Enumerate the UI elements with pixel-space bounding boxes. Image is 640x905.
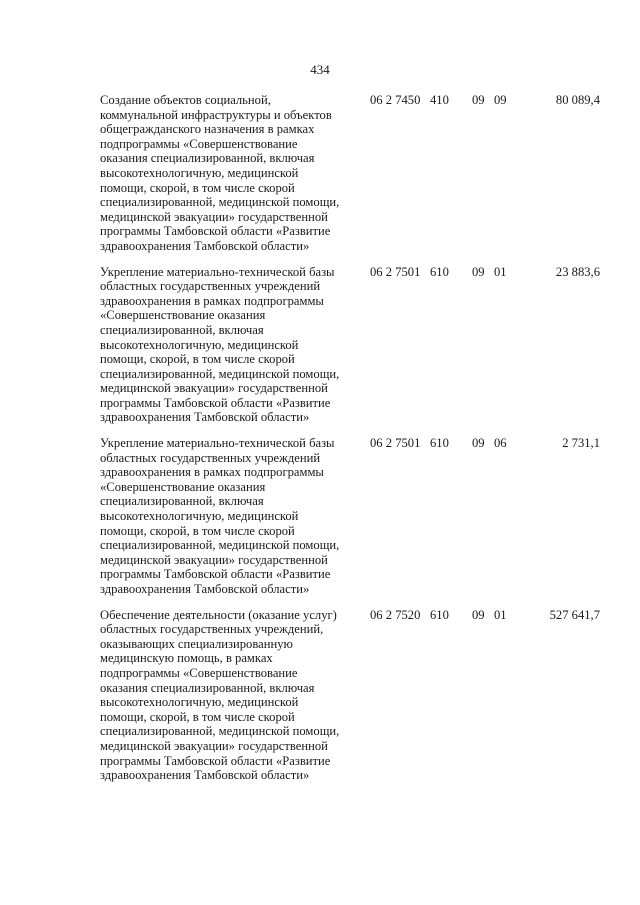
row-target-article: 06 2 7520	[370, 607, 421, 622]
row-expense-type: 610	[430, 264, 449, 279]
row-subsection: 01	[494, 607, 507, 622]
table-row	[100, 436, 600, 597]
row-section: 09	[472, 607, 485, 622]
row-amount: 80 089,4	[555, 93, 600, 107]
row-amount: 23 883,6	[555, 264, 600, 279]
table-row	[100, 265, 600, 426]
row-amount: 2 731,1	[562, 436, 600, 451]
row-section: 09	[472, 93, 485, 107]
row-target-article: 06 2 7450	[370, 93, 421, 107]
row-description: Создание объектов социальной, коммунальной инфраструктуры и объектов общегражданского назначения в рамках подпрограммы «Совершенствование оказания специализированной, включая высокотехнологичную, медицинской помощи, скорой, в том числе скорой специализированной, медицинской помощи, медицинской эвакуации» государственной программы Тамбовской области «Развитие здравоохранения Тамбовской области»	[100, 93, 340, 253]
row-target-article: 06 2 7501	[370, 436, 421, 451]
row-subsection: 06	[494, 436, 507, 451]
row-subsection: 09	[494, 93, 507, 107]
row-expense-type: 610	[430, 436, 449, 451]
page-number: 434	[310, 62, 330, 77]
row-description: Обеспечение деятельности (оказание услуг) областных государственных учреждений, оказывающих специализированную медицинскую помощь, в рамках подпрограммы «Совершенствование оказания специализированной, включая высокотехнологичную, медицинской помощи, скорой, в том числе скорой специализированной, медицинской помощи, медицинской эвакуации» государственной программы Тамбовской области «Развитие здравоохранения Тамбовской области»	[100, 607, 340, 783]
row-description: Укрепление материально-технической базы областных государственных учреждений здравоохранения в рамках подпрограммы «Совершенствование оказания специализированной, включая высокотехнологичную, медицинской помощи, скорой, в том числе скорой специализированной, медицинской помощи, медицинской эвакуации» государственной программы Тамбовской области «Развитие здравоохранения Тамбовской области»	[100, 436, 340, 596]
row-expense-type: 610	[430, 607, 449, 622]
budget-table	[100, 93, 600, 794]
row-subsection: 01	[494, 264, 507, 279]
table-row	[100, 93, 600, 254]
row-section: 09	[472, 264, 485, 279]
row-target-article: 06 2 7501	[370, 264, 421, 279]
row-expense-type: 410	[430, 93, 449, 107]
table-row	[100, 608, 600, 783]
row-description: Укрепление материально-технической базы областных государственных учреждений здравоохранения в рамках подпрограммы «Совершенствование оказания специализированной, включая высокотехнологичную, медицинской помощи, скорой, в том числе скорой специализированной, медицинской помощи, медицинской эвакуации» государственной программы Тамбовской области «Развитие здравоохранения Тамбовской области»	[100, 264, 340, 425]
row-amount: 527 641,7	[549, 607, 600, 622]
row-section: 09	[472, 436, 485, 451]
